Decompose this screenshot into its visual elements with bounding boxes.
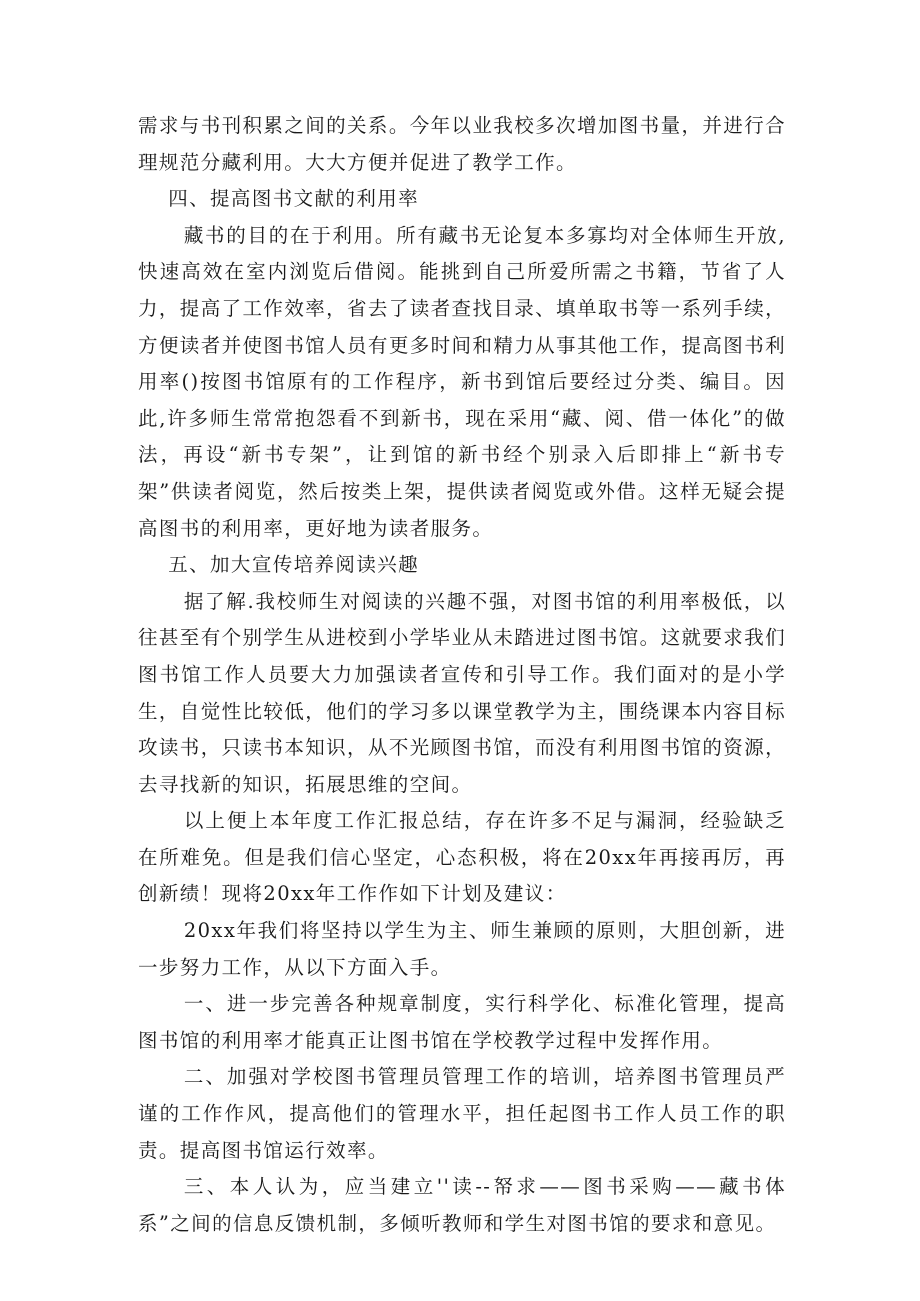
plan-item-3: 三、本人认为，应当建立''读--帑求——图书采购——藏书体系”之间的信息反馈机制，多倾听教师和学生对图书馆的要求和意见。 [138,1175,786,1235]
section-heading-4: 四、提高图书文献的利用率 [168,187,420,211]
paragraph-2: 藏书的目的在于利用。所有藏书无论复本多寡均对全体师生开放,快速高效在室内浏览后借阅。能挑到自己所爱所需之书籍，节省了人力，提高了工作效率，省去了读者查找目录、填单取书等一系列手续，方便读者并使图书馆人员有更多时间和精力从事其他工作，提高图书利用率()按图书馆原有的工作程序，新书到馆后要经过分类、编目。因此,许多师生常常抱怨看不到新书，现在采用“藏、阅、借一体化”的做法，再设“新书专架”，让到馆的新书经个别录入后即排上“新书专架”供读者阅览，然后按类上架，提供读者阅览或外借。这样无疑会提高图书的利用率，更好地为读者服务。 [138,223,786,540]
paragraph-5: 20xx年我们将坚持以学生为主、师生兼顾的原则，大胆创新，进一步努力工作，从以下方面入手。 [138,919,786,979]
section-heading-5: 五、加大宣传培养阅读兴趣 [168,553,420,577]
paragraph-1: 需求与书刊积累之间的关系。今年以业我校多次增加图书量，并进行合理规范分藏利用。大大方便并促进了教学工作。 [138,114,786,174]
plan-item-2: 二、加强对学校图书管理员管理工作的培训，培养图书管理员严谨的工作作风，提高他们的管理水平，担任起图书工作人员工作的职责。提高图书馆运行效率。 [138,1065,786,1162]
document-body [138,108,786,1242]
paragraph-3: 据了解.我校师生对阅读的兴趣不强，对图书馆的利用率极低，以往甚至有个别学生从进校到小学毕业从未踏进过图书馆。这就要求我们图书馆工作人员要大力加强读者宣传和引导工作。我们面对的是小学生，自觉性比较低，他们的学习多以课堂教学为主，围绕课本内容目标攻读书，只读书本知识，从不光顾图书馆，而没有利用图书馆的资源，去寻找新的知识，拓展思维的空间。 [138,589,786,796]
plan-item-1: 一、进一步完善各种规章制度，实行科学化、标准化管理，提高图书馆的利用率才能真正让图书馆在学校教学过程中发挥作用。 [138,992,786,1052]
paragraph-4: 以上便上本年度工作汇报总结，存在许多不足与漏洞，经验缺乏在所难免。但是我们信心坚定，心态积极，将在20xx年再接再厉，再创新绩！现将20xx年工作作如下计划及建议： [138,809,786,906]
